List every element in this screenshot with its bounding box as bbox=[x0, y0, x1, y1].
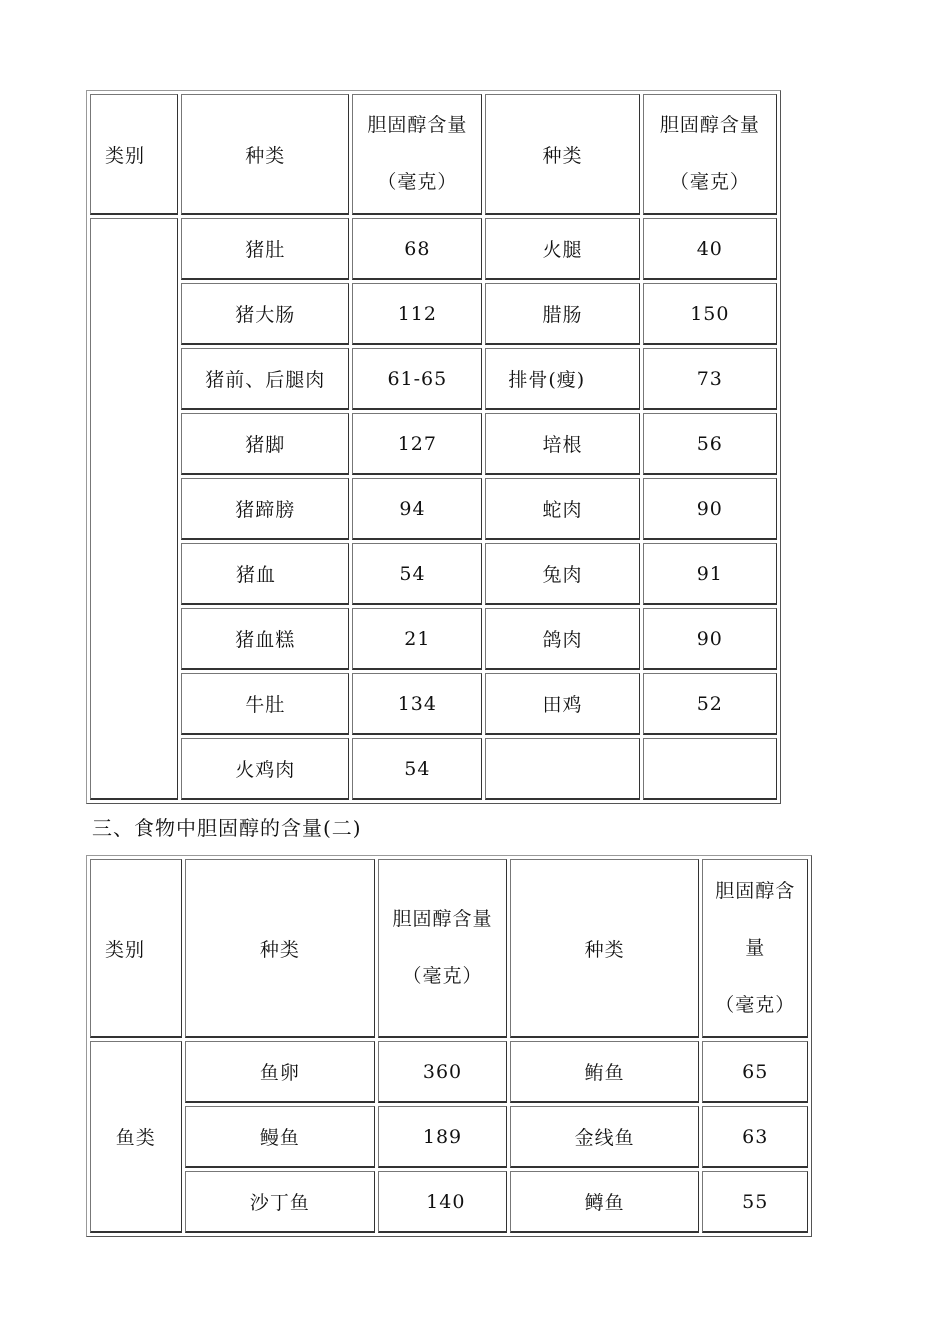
kind-2-cell: 金线鱼 bbox=[510, 1106, 700, 1168]
table-header-row bbox=[90, 859, 808, 1038]
cholesterol-2-cell: 91 bbox=[643, 543, 777, 605]
cholesterol-2-cell: 150 bbox=[643, 283, 777, 345]
kind-2-cell: 蛇肉 bbox=[485, 478, 639, 540]
header-kind-2: 种类 bbox=[510, 859, 700, 1038]
kind-1-cell: 猪血糕 bbox=[181, 608, 349, 670]
header-category: 类别 bbox=[90, 859, 182, 1038]
table-row bbox=[90, 1106, 808, 1168]
kind-1-cell: 牛肚 bbox=[181, 673, 349, 735]
header-cholesterol-2-line1: 胆固醇含量 bbox=[659, 114, 760, 136]
header-kind-1: 种类 bbox=[181, 94, 349, 215]
header-cholesterol-1-line1: 胆固醇含量 bbox=[392, 908, 493, 930]
header-cholesterol-1-line2: （毫克） bbox=[377, 171, 458, 193]
category-cell bbox=[90, 218, 178, 800]
header-cholesterol-2-line1: 胆固醇含 bbox=[715, 879, 796, 902]
header-cholesterol-2-line2: （毫克） bbox=[669, 171, 750, 193]
cholesterol-1-cell: 68 bbox=[352, 218, 482, 280]
header-cholesterol-1 bbox=[352, 94, 482, 215]
cholesterol-2-cell: 73 bbox=[643, 348, 777, 410]
cholesterol-2-cell: 56 bbox=[643, 413, 777, 475]
kind-2-cell: 排骨(瘦) bbox=[485, 348, 639, 410]
cholesterol-2-cell: 40 bbox=[643, 218, 777, 280]
table-header-row bbox=[90, 94, 777, 215]
cholesterol-1-cell: 189 bbox=[378, 1106, 507, 1168]
table-row bbox=[90, 218, 777, 280]
cholesterol-1-cell: 21 bbox=[352, 608, 482, 670]
cholesterol-2-cell: 90 bbox=[643, 608, 777, 670]
kind-2-cell bbox=[485, 738, 639, 800]
kind-1-cell: 鱼卵 bbox=[185, 1041, 376, 1103]
kind-1-cell: 火鸡肉 bbox=[181, 738, 349, 800]
table-row bbox=[90, 1041, 808, 1103]
cholesterol-1-cell: 112 bbox=[352, 283, 482, 345]
kind-2-cell: 火腿 bbox=[485, 218, 639, 280]
kind-2-cell: 鳟鱼 bbox=[510, 1171, 700, 1233]
cholesterol-2-cell: 65 bbox=[702, 1041, 808, 1103]
cholesterol-2-cell: 63 bbox=[702, 1106, 808, 1168]
header-cholesterol-1-line1: 胆固醇含量 bbox=[367, 114, 468, 136]
cholesterol-table-1 bbox=[86, 90, 781, 804]
header-kind-1: 种类 bbox=[185, 859, 376, 1038]
kind-1-cell: 猪脚 bbox=[181, 413, 349, 475]
section-title: 三、食物中胆固醇的含量(二) bbox=[92, 816, 362, 840]
cholesterol-1-cell: 140 bbox=[378, 1171, 507, 1233]
header-cholesterol-2 bbox=[643, 94, 777, 215]
kind-1-cell: 猪大肠 bbox=[181, 283, 349, 345]
table-row bbox=[90, 673, 777, 735]
cholesterol-1-cell: 94 bbox=[352, 478, 482, 540]
kind-1-cell: 鳗鱼 bbox=[185, 1106, 376, 1168]
kind-2-cell: 腊肠 bbox=[485, 283, 639, 345]
table-row bbox=[90, 413, 777, 475]
header-cholesterol-2 bbox=[702, 859, 808, 1038]
cholesterol-table-2 bbox=[86, 855, 812, 1237]
cholesterol-1-cell: 54 bbox=[352, 738, 482, 800]
cholesterol-1-cell: 54 bbox=[352, 543, 482, 605]
kind-1-cell: 猪血 bbox=[181, 543, 349, 605]
table-row bbox=[90, 348, 777, 410]
cholesterol-1-cell: 360 bbox=[378, 1041, 507, 1103]
table-row bbox=[90, 283, 777, 345]
header-cholesterol-1 bbox=[378, 859, 507, 1038]
category-cell: 鱼类 bbox=[90, 1041, 182, 1233]
cholesterol-2-cell: 90 bbox=[643, 478, 777, 540]
cholesterol-2-cell bbox=[643, 738, 777, 800]
table-row bbox=[90, 608, 777, 670]
table-row bbox=[90, 478, 777, 540]
table-row bbox=[90, 738, 777, 800]
kind-2-cell: 培根 bbox=[485, 413, 639, 475]
kind-2-cell: 兔肉 bbox=[485, 543, 639, 605]
kind-1-cell: 沙丁鱼 bbox=[185, 1171, 376, 1233]
kind-1-cell: 猪前、后腿肉 bbox=[181, 348, 349, 410]
header-cholesterol-2-line3: （毫克） bbox=[715, 993, 796, 1016]
kind-2-cell: 田鸡 bbox=[485, 673, 639, 735]
kind-1-cell: 猪肚 bbox=[181, 218, 349, 280]
table-row bbox=[90, 1171, 808, 1233]
cholesterol-2-cell: 52 bbox=[643, 673, 777, 735]
kind-1-cell: 猪蹄膀 bbox=[181, 478, 349, 540]
cholesterol-1-cell: 127 bbox=[352, 413, 482, 475]
kind-2-cell: 鸽肉 bbox=[485, 608, 639, 670]
cholesterol-1-cell: 61-65 bbox=[352, 348, 482, 410]
cholesterol-1-cell: 134 bbox=[352, 673, 482, 735]
header-cholesterol-2-line2: 量 bbox=[745, 936, 766, 959]
header-cholesterol-1-line2: （毫克） bbox=[402, 965, 483, 987]
cholesterol-2-cell: 55 bbox=[702, 1171, 808, 1233]
header-category: 类别 bbox=[90, 94, 178, 215]
table-row bbox=[90, 543, 777, 605]
header-kind-2: 种类 bbox=[485, 94, 639, 215]
kind-2-cell: 鲔鱼 bbox=[510, 1041, 700, 1103]
